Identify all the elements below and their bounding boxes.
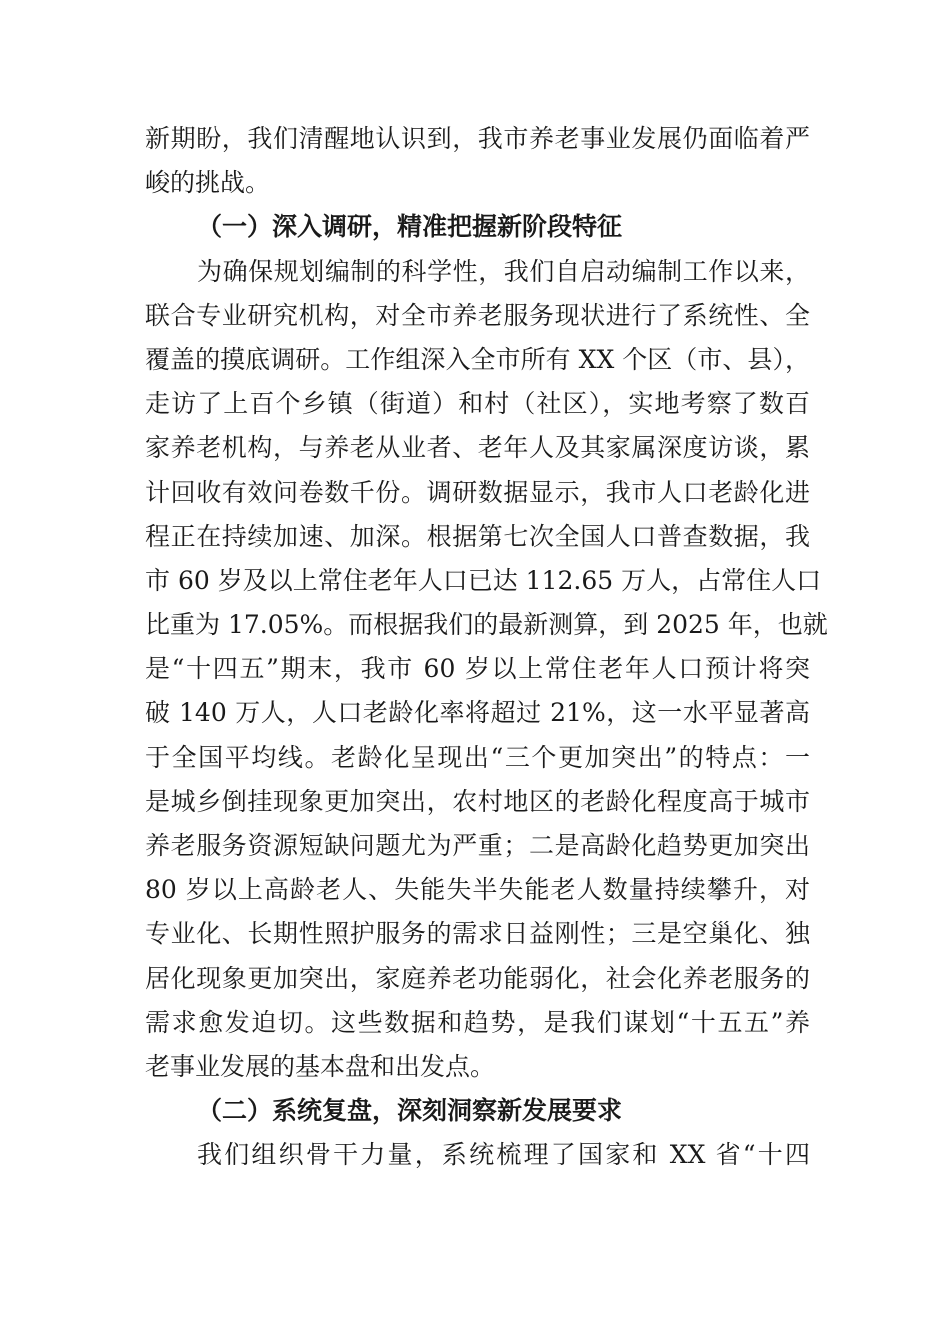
text-line: 覆盖的摸底调研。工作组深入全市所有 XX 个区（市、县），: [145, 344, 810, 374]
document-body: [145, 117, 828, 1178]
text-line: 需求愈发迫切。这些数据和趋势，是我们谋划“十五五”养: [145, 1007, 810, 1037]
text-line: 是“十四五”期末，我市 60 岁以上常住老年人口预计将突: [145, 654, 810, 684]
section-heading-1: （一）深入调研，精准把握新阶段特征: [197, 212, 623, 242]
text-line: 于全国平均线。老龄化呈现出“三个更加突出”的特点：一: [145, 742, 810, 772]
text-line: 居化现象更加突出，家庭养老功能弱化，社会化养老服务的: [145, 963, 810, 993]
text-line: 程正在持续加速、加深。根据第七次全国人口普查数据，我: [145, 521, 810, 551]
text-line: 新期盼，我们清醒地认识到，我市养老事业发展仍面临着严: [145, 124, 810, 153]
text-line: 为确保规划编制的科学性，我们自启动编制工作以来，: [197, 256, 810, 286]
text-line: 破 140 万人，人口老龄化率将超过 21%，这一水平显著高: [145, 698, 810, 728]
section-heading-2: （二）系统复盘，深刻洞察新发展要求: [197, 1096, 623, 1126]
text-line: 养老服务资源短缺问题尤为严重；二是高龄化趋势更加突出: [145, 831, 810, 860]
text-line: 是城乡倒挂现象更加突出，农村地区的老龄化程度高于城市: [145, 786, 810, 816]
text-line: 比重为 17.05%。而根据我们的最新测算，到 2025 年，也就: [145, 610, 828, 640]
text-line: 走访了上百个乡镇（街道）和村（社区），实地考察了数百: [145, 389, 810, 419]
text-line: 家养老机构，与养老从业者、老年人及其家属深度访谈，累: [145, 433, 810, 463]
text-line: 专业化、长期性照护服务的需求日益刚性；三是空巢化、独: [145, 919, 810, 949]
text-line: 我们组织骨干力量，系统梳理了国家和 XX 省“十四: [197, 1140, 810, 1170]
text-line: 计回收有效问卷数千份。调研数据显示，我市人口老龄化进: [145, 477, 810, 507]
text-line: 联合专业研究机构，对全市养老服务现状进行了系统性、全: [145, 300, 810, 330]
text-line: 老事业发展的基本盘和出发点。: [145, 1051, 496, 1081]
text-line: 80 岁以上高龄老人、失能失半失能老人数量持续攀升，对: [145, 875, 810, 905]
text-line: 峻的挑战。: [145, 168, 271, 198]
text-line: 市 60 岁及以上常住老年人口已达 112.65 万人，占常住人口: [145, 565, 822, 595]
